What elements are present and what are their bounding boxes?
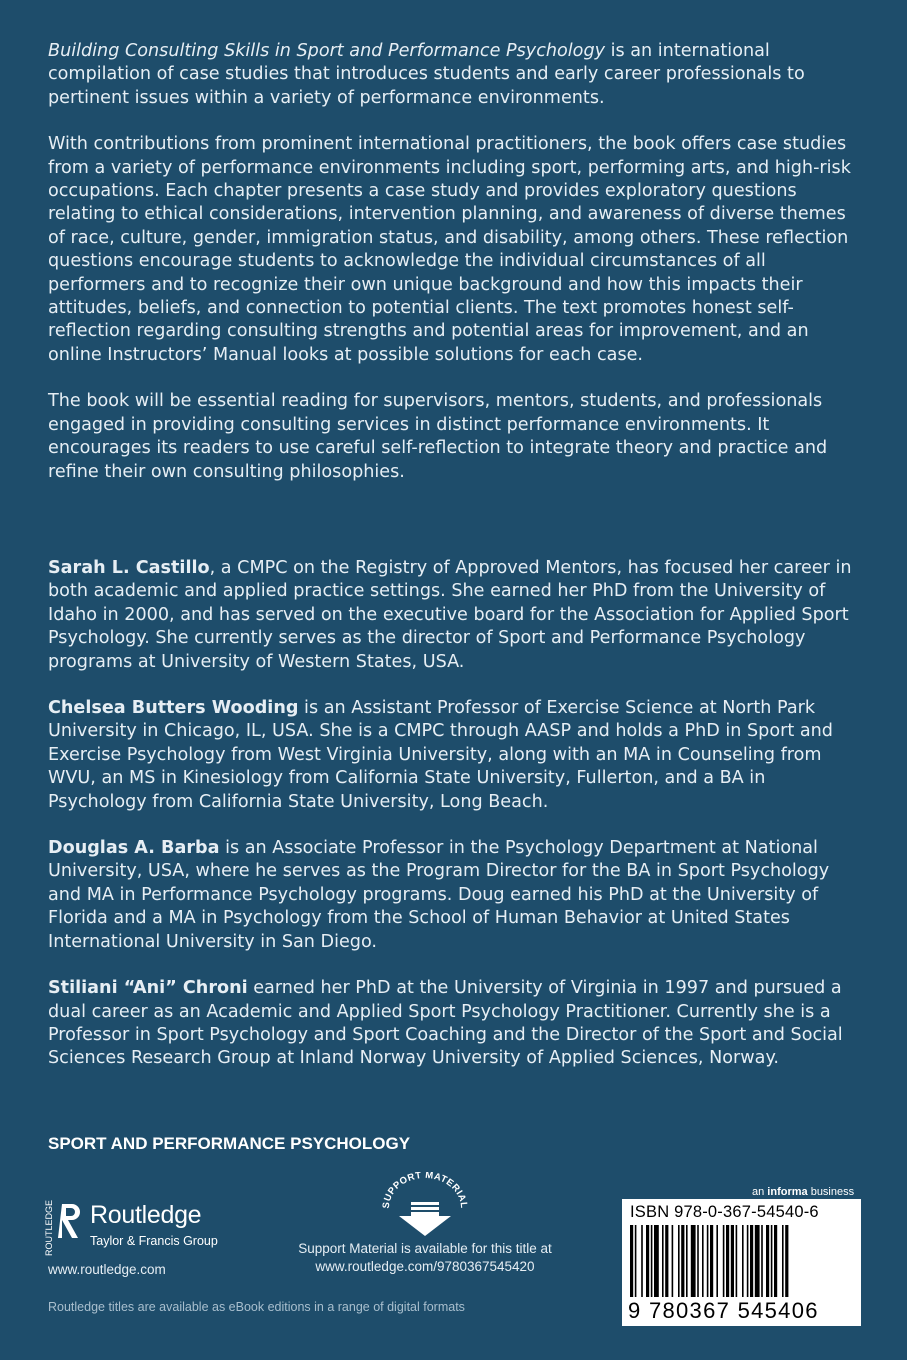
book-description bbox=[48, 40, 860, 507]
support-material-line: Support Material is available for this title at bbox=[298, 1241, 552, 1256]
description-paragraph-3: The book will be essential reading for supervisors, mentors, students, and professionals engaged in providing consulting services in distinct performance environments. It encourages its readers to use careful self-reflection to integrate theory and practice and refine their own consulting philosophies. bbox=[48, 391, 828, 482]
isbn-number: ISBN 978-0-367-54540-6 bbox=[630, 1203, 819, 1221]
publisher-group: Taylor & Francis Group bbox=[90, 1234, 218, 1248]
publisher-url[interactable]: www.routledge.com bbox=[48, 1262, 166, 1277]
author-bio-text: earned her PhD at the University of Virginia in 1997 and pursued a dual career as an Academic and Applied Sport Psychology Practitioner. Currently she is a Professor in Sport Psychology and Sport Coaching and the Director of the Sport and Social Sciences Research Group at Inland Norway University of Applied Sciences, Norway. bbox=[48, 978, 843, 1069]
author-bio bbox=[48, 837, 860, 954]
support-material-text bbox=[270, 1240, 580, 1276]
informa-brand: informa bbox=[767, 1186, 808, 1198]
ebook-note: Routledge titles are available as eBook editions in a range of digital formats bbox=[48, 1300, 465, 1314]
author-bio-text: , a CMPC on the Registry of Approved Mentors, has focused her career in both academic and applied practice settings. She earned her PhD from the University of Idaho in 2000, and has served on the executive board for the Association for Applied Sport Psychology. She currently serves as the director of Sport and Performance Psychology programs at University of Western States, USA. bbox=[48, 558, 852, 672]
author-bio bbox=[48, 697, 860, 814]
description-paragraph-1 bbox=[48, 40, 860, 110]
author-bio bbox=[48, 977, 860, 1071]
book-title: Building Consulting Skills in Sport and Performance Psychology bbox=[48, 41, 606, 61]
author-name: Sarah L. Castillo bbox=[48, 558, 210, 578]
support-material-url[interactable]: www.routledge.com/9780367545420 bbox=[315, 1259, 535, 1274]
description-paragraph-2: With contributions from prominent international practitioners, the book offers case studies from a variety of performance environments including sport, performing arts, and high-risk occupations. Each chapter presents a case study and provides exploratory questions relating to ethical considerations, intervention planning, and awareness of diverse themes of race, culture, gender, immigration status, and disability, among others. These reflection questions encourage students to acknowledge the individual circumstances of all performers and to recognize their own unique background and how this impacts their attitudes, beliefs, and connection to potential clients. The text promotes honest self-reflection regarding consulting strengths and potential areas for improvement, and an online Instructors’ Manual looks at possible solutions for each case. bbox=[48, 134, 851, 365]
author-name: Chelsea Butters Wooding bbox=[48, 698, 299, 719]
series-name: SPORT AND PERFORMANCE PSYCHOLOGY bbox=[48, 1134, 411, 1153]
publisher-text bbox=[90, 1200, 218, 1248]
barcode-digits: 9 780367 545406 bbox=[628, 1298, 819, 1323]
routledge-logo bbox=[44, 1199, 218, 1260]
description-text: is an international compilation of case studies that introduces students and early career professionals to pertinent issues within a variety of performance environments. bbox=[48, 41, 805, 108]
support-material bbox=[270, 1172, 580, 1276]
informa-business-label: an informa business bbox=[752, 1186, 855, 1198]
support-material-icon bbox=[375, 1172, 475, 1238]
author-bios bbox=[48, 557, 860, 1094]
author-name: Stiliani “Ani” Chroni bbox=[48, 978, 248, 999]
support-material-badge-text: SUPPORT MATERIAL bbox=[380, 1172, 470, 1210]
author-bio-text: is an Associate Professor in the Psychology Department at National University, USA, where he serves as the Program Director for the BA in Sport Psychology and MA in Performance Psychology programs. Doug earned his PhD at the University of Florida and a MA in Psychology from the School of Human Behavior at United States International University in San Diego. bbox=[48, 838, 830, 952]
author-name: Douglas A. Barba bbox=[48, 838, 220, 859]
routledge-vertical-text: ROUTLEDGE bbox=[44, 1199, 54, 1256]
isbn-barcode bbox=[622, 1199, 861, 1326]
routledge-r-icon bbox=[44, 1199, 82, 1258]
publisher-name: Routledge bbox=[90, 1201, 202, 1229]
barcode-bars bbox=[630, 1225, 856, 1297]
author-bio bbox=[48, 557, 860, 674]
author-bio-text: is an Assistant Professor of Exercise Science at North Park University in Chicago, IL, USA. She is a CMPC through AASP and holds a PhD in Sport and Exercise Psychology from West Virginia University, along with an MA in Counseling from WVU, an MS in Kinesiology from California State University, Fullerton, and a BA in Psychology from California State University, Long Beach. bbox=[48, 698, 833, 812]
